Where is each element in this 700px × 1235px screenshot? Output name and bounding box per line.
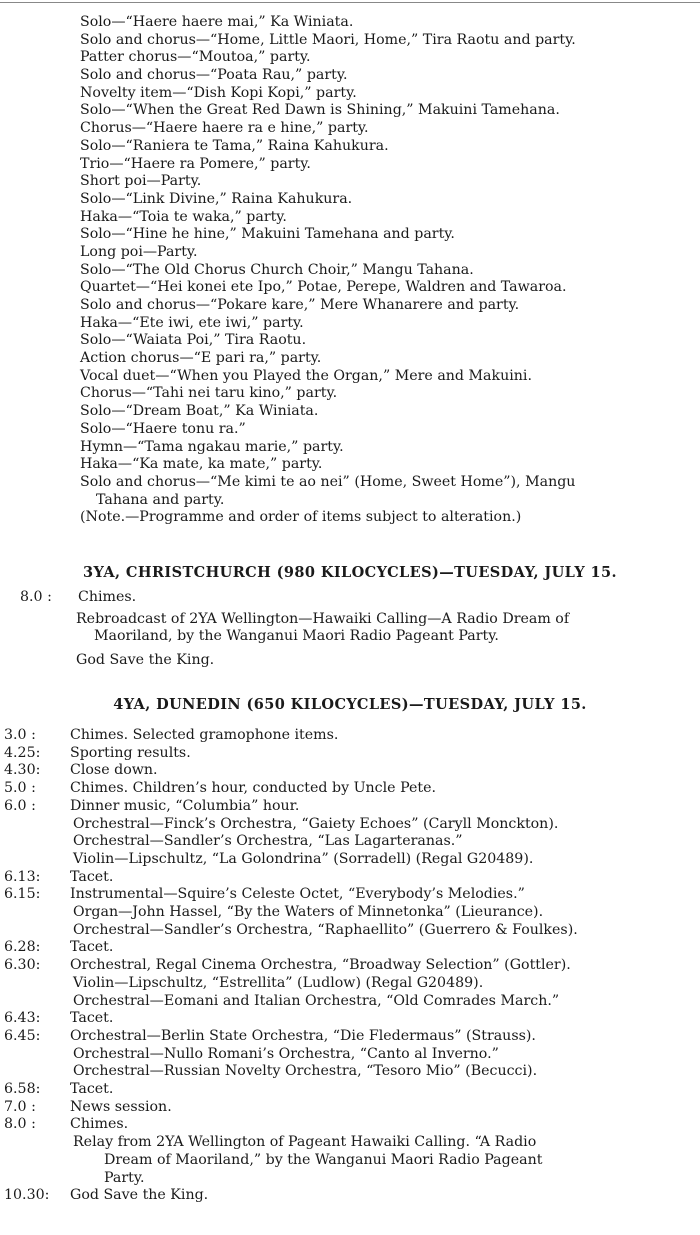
schedule-entry: [0, 1116, 700, 1187]
schedule-text: Instrumental—Squire’s Celeste Octet, “Everybody’s Melodies.”: [70, 886, 525, 903]
schedule-entry: [0, 727, 700, 745]
program-item: Long poi—Party.: [80, 243, 198, 260]
schedule-text: God Save the King.: [70, 1187, 209, 1204]
schedule-text: Chimes.: [78, 589, 137, 605]
schedule-text: Chimes.: [70, 1116, 129, 1133]
schedule-3ya: [0, 589, 700, 670]
schedule-4ya: [0, 727, 700, 1205]
schedule-subitem: Rebroadcast of 2YA Wellington—Hawaiki Calling—A Radio Dream of: [76, 610, 570, 627]
schedule-text: Close down.: [70, 762, 158, 779]
schedule-text: Tacet.: [70, 1010, 114, 1027]
program-item: Solo—“Dream Boat,” Ka Winiata.: [80, 403, 319, 420]
schedule-text: Tacet.: [70, 939, 114, 956]
program-item: Solo and chorus—“Poata Rau,” party.: [80, 67, 348, 84]
station-heading-3ya: 3YA, CHRISTCHURCH (980 KILOCYCLES)—TUESDAY, JULY 15.: [83, 564, 617, 581]
station-heading-4ya: 4YA, DUNEDIN (650 KILOCYCLES)—TUESDAY, JULY 15.: [113, 696, 587, 713]
program-item: Solo—“Waiata Poi,” Tira Raotu.: [80, 332, 307, 349]
program-item: Solo—“Haere haere mai,” Ka Winiata.: [80, 14, 354, 30]
schedule-entry: [0, 1187, 700, 1205]
program-item: Tahana and party.: [96, 491, 225, 508]
program-item: Trio—“Haere ra Pomere,” party.: [80, 155, 311, 172]
schedule-subitem: Orchestral—Russian Novelty Orchestra, “Tesoro Mio” (Becucci).: [73, 1063, 538, 1080]
schedule-text: Orchestral—Berlin State Orchestra, “Die Fledermaus” (Strauss).: [70, 1027, 536, 1044]
program-item: Chorus—“Tahi nei taru kino,” party.: [80, 385, 338, 402]
schedule-entry: [0, 957, 700, 1010]
schedule-subitem: Orchestral—Finck’s Orchestra, “Gaiety Echoes” (Caryll Monckton).: [73, 815, 559, 832]
schedule-subitem: Maoriland, by the Wanganui Maori Radio Pageant Party.: [94, 628, 499, 645]
schedule-entry: [0, 780, 700, 798]
schedule-entry: [0, 939, 700, 957]
schedule-entry: [0, 1028, 700, 1081]
schedule-subitem: Orchestral—Sandler’s Orchestra, “Las Lagarteranas.”: [73, 833, 463, 850]
program-item: Solo and chorus—“Home, Little Maori, Home,” Tira Raotu and party.: [80, 31, 576, 48]
schedule-entry: [0, 611, 700, 646]
schedule-subitem: Orchestral—Sandler’s Orchestra, “Raphaellito” (Guerrero & Foulkes).: [73, 921, 578, 938]
schedule-text: Tacet.: [70, 1081, 114, 1098]
schedule-entry: [0, 869, 700, 887]
schedule-entry: [0, 589, 700, 607]
program-item: Solo and chorus—“Me kimi te ao nei” (Home, Sweet Home”), Mangu: [80, 473, 576, 490]
schedule-text: Chimes. Selected gramophone items.: [70, 727, 339, 743]
schedule-time: 6.0 :: [4, 797, 36, 814]
program-item: Novelty item—“Dish Kopi Kopi,” party.: [80, 84, 357, 101]
schedule-text: Chimes. Children’s hour, conducted by Uncle Pete.: [70, 780, 436, 797]
schedule-entry: [0, 1099, 700, 1117]
schedule-subitem: Orchestral—Nullo Romani’s Orchestra, “Canto al Inverno.”: [73, 1045, 499, 1062]
schedule-text: Dinner music, “Columbia” hour.: [70, 797, 300, 814]
schedule-entry: [0, 745, 700, 763]
program-item: (Note.—Programme and order of items subject to alteration.): [80, 509, 522, 526]
program-item: Solo—“Link Divine,” Raina Kahukura.: [80, 190, 353, 207]
schedule-subitem: Violin—Lipschultz, “La Golondrina” (Sorradell) (Regal G20489).: [73, 850, 534, 867]
program-item: Haka—“Ka mate, ka mate,” party.: [80, 456, 323, 473]
schedule-entry: [0, 762, 700, 780]
schedule-time: 4.30:: [4, 762, 41, 779]
schedule-time: 6.28:: [4, 939, 41, 956]
program-item: Solo—“Haere tonu ra.”: [80, 420, 246, 437]
program-item: Short poi—Party.: [80, 173, 202, 190]
page-top-rule: [0, 2, 700, 3]
maori-pageant-item-list: [0, 14, 700, 527]
schedule-time: 6.45:: [4, 1027, 41, 1044]
schedule-subitem: Dream of Maoriland,” by the Wanganui Maori Radio Pageant: [104, 1151, 543, 1168]
schedule-text: News session.: [70, 1098, 172, 1115]
schedule-time: 10.30:: [4, 1187, 50, 1204]
schedule-time: 6.15:: [4, 886, 41, 903]
schedule-subitem: Party.: [104, 1169, 145, 1186]
program-item: Solo—“Raniera te Tama,” Raina Kahukura.: [80, 137, 389, 154]
schedule-time: 6.58:: [4, 1081, 41, 1098]
schedule-time: 4.25:: [4, 744, 41, 761]
schedule-entry: [0, 652, 700, 670]
program-item: Action chorus—“E pari ra,” party.: [80, 350, 322, 367]
schedule-time: 3.0 :: [4, 727, 36, 743]
schedule-time: 6.43:: [4, 1010, 41, 1027]
schedule-time: 5.0 :: [4, 780, 36, 797]
schedule-time: 7.0 :: [4, 1098, 36, 1115]
schedule-entry: [0, 886, 700, 939]
program-item: Solo—“Hine he hine,” Makuini Tamehana and party.: [80, 226, 455, 243]
schedule-entry: [0, 798, 700, 869]
schedule-text: Orchestral, Regal Cinema Orchestra, “Broadway Selection” (Gottler).: [70, 957, 571, 974]
schedule-time: 8.0 :: [4, 1116, 36, 1133]
program-item: Solo—“The Old Chorus Church Choir,” Mangu Tahana.: [80, 261, 474, 278]
program-item: Hymn—“Tama ngakau marie,” party.: [80, 438, 344, 455]
schedule-subitem: Organ—John Hassel, “By the Waters of Minnetonka” (Lieurance).: [73, 904, 544, 921]
schedule-text: Sporting results.: [70, 744, 191, 761]
schedule-time: 6.30:: [4, 957, 41, 974]
program-item: Vocal duet—“When you Played the Organ,” Mere and Makuini.: [80, 367, 532, 384]
schedule-subitem: Orchestral—Eomani and Italian Orchestra, “Old Comrades March.”: [73, 992, 560, 1009]
program-item: Chorus—“Haere haere ra e hine,” party.: [80, 120, 369, 137]
schedule-subitem: God Save the King.: [76, 652, 215, 669]
program-item: Solo—“When the Great Red Dawn is Shining,” Makuini Tamehana.: [80, 102, 560, 119]
program-item: Haka—“Toia te waka,” party.: [80, 208, 287, 225]
program-item: Patter chorus—“Moutoa,” party.: [80, 49, 311, 66]
program-item: Haka—“Ete iwi, ete iwi,” party.: [80, 314, 304, 331]
program-item: Quartet—“Hei konei ete Ipo,” Potae, Perepe, Waldren and Tawaroa.: [80, 279, 567, 296]
program-item: Solo and chorus—“Pokare kare,” Mere Whanarere and party.: [80, 297, 520, 313]
schedule-subitem: Relay from 2YA Wellington of Pageant Hawaiki Calling. “A Radio: [73, 1134, 537, 1151]
schedule-text: Tacet.: [70, 868, 114, 885]
schedule-time: 8.0 :: [20, 589, 52, 605]
schedule-subitem: Violin—Lipschultz, “Estrellita” (Ludlow) (Regal G20489).: [73, 974, 484, 991]
schedule-time: 6.13:: [4, 868, 41, 885]
schedule-entry: [0, 1081, 700, 1099]
schedule-entry: [0, 1010, 700, 1028]
